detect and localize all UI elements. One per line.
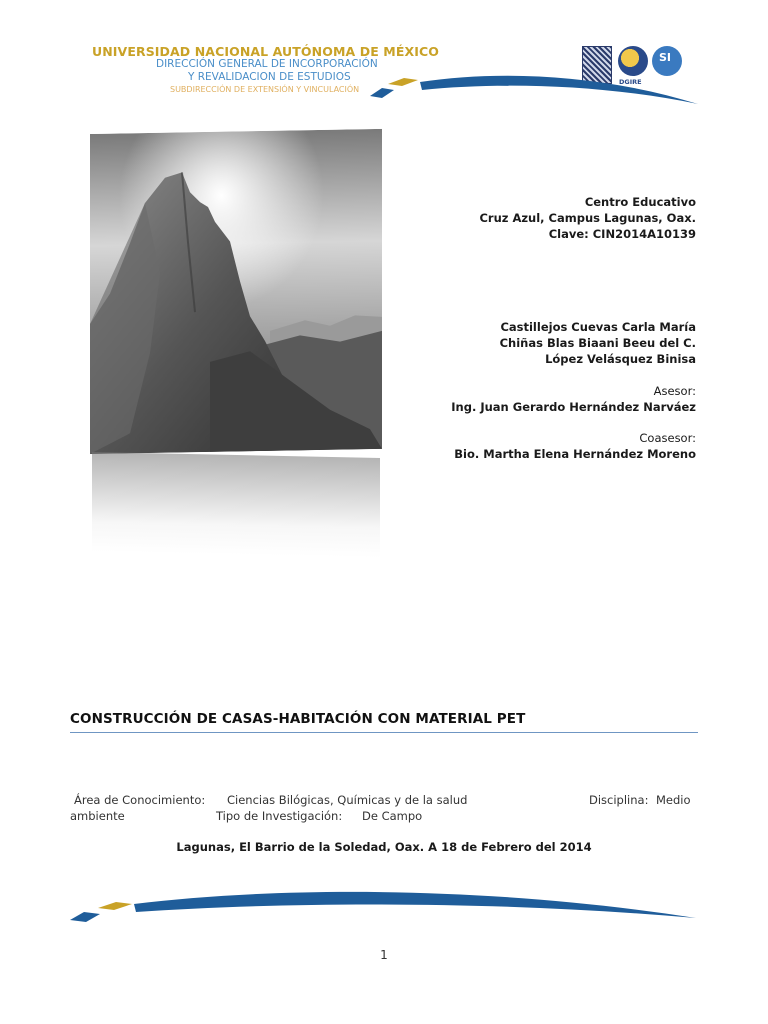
document-title: CONSTRUCCIÓN DE CASAS-HABITACIÓN CON MATERIAL PET xyxy=(70,711,526,727)
dgire-logo-label: DGIRE xyxy=(619,78,642,86)
coadvisor-label: Coasesor: xyxy=(639,431,696,445)
place-and-date: Lagunas, El Barrio de la Soledad, Oax. A 18 de Febrero del 2014 xyxy=(176,840,592,854)
school-name: Centro Educativo xyxy=(584,195,696,209)
header-revalidation: Y REVALIDACION DE ESTUDIOS xyxy=(188,71,351,83)
header-swoosh-decoration xyxy=(360,60,700,110)
discipline-value-1: Medio xyxy=(656,793,691,807)
advisor-name: Ing. Juan Gerardo Hernández Narváez xyxy=(451,400,696,414)
author-2: Chiñas Blas Biaani Beeu del C. xyxy=(499,336,696,350)
photo-reflection xyxy=(92,452,380,558)
discipline-label: Disciplina: xyxy=(589,793,649,807)
school-campus: Cruz Azul, Campus Lagunas, Oax. xyxy=(479,211,696,225)
area-label: Área de Conocimiento: xyxy=(74,793,206,807)
header-direction: DIRECCIÓN GENERAL DE INCORPORACIÓN xyxy=(156,58,378,70)
header-university: UNIVERSIDAD NACIONAL AUTÓNOMA DE MÉXICO xyxy=(92,44,439,59)
si-logo-label: SI xyxy=(659,51,672,64)
rock-formation-photo xyxy=(90,129,382,454)
advisor-label: Asesor: xyxy=(653,384,696,398)
area-value: Ciencias Bilógicas, Químicas y de la salud xyxy=(227,793,468,807)
research-type-value: De Campo xyxy=(362,809,423,823)
title-divider xyxy=(70,732,698,733)
coadvisor-name: Bio. Martha Elena Hernández Moreno xyxy=(454,447,696,461)
page-number: 1 xyxy=(380,948,388,962)
school-code: Clave: CIN2014A10139 xyxy=(548,227,696,241)
discipline-value-2: ambiente xyxy=(70,809,125,823)
author-3: López Velásquez Binisa xyxy=(545,352,696,366)
footer-swoosh-decoration xyxy=(60,880,710,930)
research-type-label: Tipo de Investigación: xyxy=(216,809,343,823)
author-1: Castillejos Cuevas Carla María xyxy=(500,320,696,334)
header-subdirection: SUBDIRECCIÓN DE EXTENSIÓN Y VINCULACIÓN xyxy=(170,85,360,94)
